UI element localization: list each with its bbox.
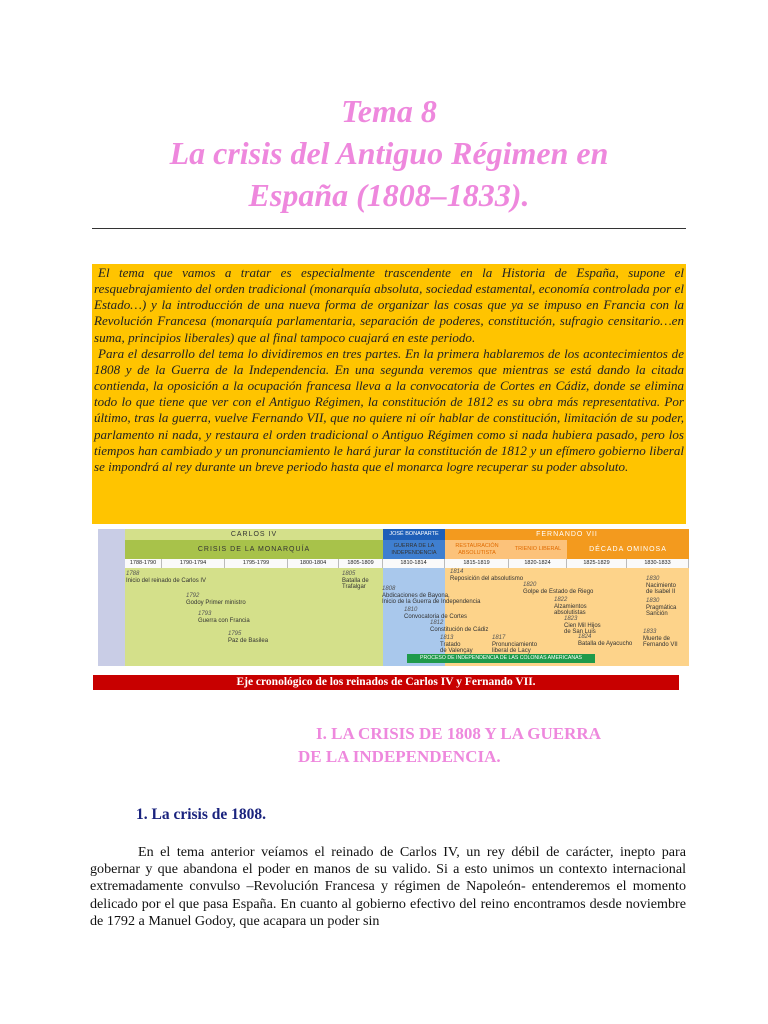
section-heading-line-1: I. LA CRISIS DE 1808 Y LA GUERRA (316, 724, 601, 743)
year-cell: 1805-1809 (339, 559, 383, 568)
event-item: 1833 Muerte de Fernando VII (643, 629, 678, 648)
event-item: 1817 Pronunciamiento liberal de Lacy (492, 635, 538, 654)
timeline-caption: Eje cronológico de los reinados de Carlos IV y Fernando VII. (93, 675, 679, 690)
title-divider (92, 228, 686, 229)
event-item: 1830 Nacimiento de Isabel II (646, 576, 677, 595)
body-paragraph: En el tema anterior veíamos el reinado de Carlos IV, un rey débil de carácter, inepto para gobernar y que abandona el poder en manos de su valido. Si a esto unimos un contexto internacional extremadamente convulso –Revolución Francesa y régimen de Napoleón- entenderemos el momento delicado por el que pasa España. En cuanto al gobierno efectivo del reino encontramos desde noviembre de 1792 a Manuel Godoy, que acapara un poder sin (90, 844, 686, 929)
section-heading (298, 722, 688, 768)
title-line-3: España (1808–1833). (248, 177, 530, 213)
year-cell: 1788-1790 (125, 559, 162, 568)
event-item: 1808 Abdicaciones de Bayona, Inicio de la Guerra de Independencia (382, 586, 481, 605)
year-cell: 1810-1814 (383, 559, 445, 568)
intro-paragraph-1: El tema que vamos a tratar es especialmente trascendente en la Historia de España, supone el resquebrajamiento del orden tradicional (monarquía absoluta, sociedad estamental, economía controlada por el Estado…) y la introducción de una nueva forma de organizar las cosas que ya se impuso en Francia con la Revolución Francesa (monarquía parlamentaria, separación de poderes, constitución, sufragio censitario…en suma, principios liberales) que al final tampoco cuajará en este periodo. (94, 265, 684, 345)
timeline-chart (98, 529, 689, 666)
event-item: 1805 Batalla de Trafalgar (342, 571, 369, 590)
reign-jose: JOSÉ BONAPARTE (383, 529, 445, 540)
reign-fernando: FERNANDO VII (445, 529, 689, 540)
page-title (90, 90, 688, 216)
event-item: 1792 Godoy Primer ministro (186, 593, 246, 606)
event-item: 1813 Tratado de Valençay (440, 635, 473, 654)
event-item: 1793 Guerra con Francia (198, 611, 250, 624)
period-trienio: TRIENIO LIBERAL (509, 540, 567, 559)
period-guerra: GUERRA DE LA INDEPENDENCIA (383, 540, 445, 559)
event-item: 1795 Paz de Basilea (228, 631, 269, 644)
title-line-2: La crisis del Antiguo Régimen en (169, 135, 609, 171)
intro-box (92, 264, 686, 524)
year-cell: 1800-1804 (288, 559, 339, 568)
year-cell: 1830-1833 (627, 559, 689, 568)
independence-bar: PROCESO DE INDEPENDENCIA DE LAS COLONIAS AMERICANAS (407, 654, 595, 663)
event-item: 1820 Golpe de Estado de Riego (523, 582, 594, 595)
subsection-heading: 1. La crisis de 1808. (136, 806, 267, 823)
period-crisis: CRISIS DE LA MONARQUÍA (125, 540, 383, 559)
section-heading-line-2: DE LA INDEPENDENCIA. (298, 747, 501, 766)
event-item: 1788 Inicio del reinado de Carlos IV (126, 571, 207, 584)
event-item: 1812 Constitución de Cádiz (430, 620, 489, 633)
event-item: 1810 Convocatoria de Cortes (404, 607, 468, 620)
period-decada: DÉCADA OMINOSA (567, 540, 689, 559)
event-item: 1822 Alzamientos absolutistas (554, 597, 587, 616)
event-item: 1824 Batalla de Ayacucho (578, 634, 633, 647)
year-cell: 1825-1829 (567, 559, 627, 568)
year-cell: 1815-1819 (445, 559, 509, 568)
year-cell: 1795-1799 (225, 559, 288, 568)
intro-paragraph-2: Para el desarrollo del tema lo dividiremos en tres partes. En la primera hablaremos de los acontecimientos de 1808 y de la Guerra de la Independencia. En una segunda veremos que mientras se está dando la citada contienda, la oposición a la ocupación francesa lleva a la convocatoria de Cortes en Cádiz, donde se elimina todo lo que tiene que ver con el Antiguo Régimen, la constitución de 1812 es su obra más representativa. Por último, tras la guerra, vuelve Fernando VII, que no quiere ni oír hablar de constitución, limitación de su poder, parlamento ni nada, y restaura el orden tradicional o Antiguo Régimen como si nada hubiera pasado, pero los tiempos han cambiado y un pronunciamiento le hará jurar la constitución de 1812 y un efímero gobierno liberal se impondrá al rey durante un breve periodo hasta que el monarca logre recuperar su poder absoluto. (94, 345, 684, 474)
year-cell: 1790-1794 (162, 559, 225, 568)
event-item: 1823 Cien Mil Hijos de San Luis (564, 616, 601, 635)
event-item: 1830 Pragmática Sanción (646, 598, 677, 617)
period-restauracion: RESTAURACIÓN ABSOLUTISTA (445, 540, 509, 559)
band-left-strip (98, 529, 125, 666)
event-item: 1814 Reposición del absolutismo (450, 569, 524, 582)
year-cell: 1820-1824 (509, 559, 567, 568)
reign-carlos: CARLOS IV (125, 529, 383, 540)
title-line-1: Tema 8 (341, 93, 437, 129)
